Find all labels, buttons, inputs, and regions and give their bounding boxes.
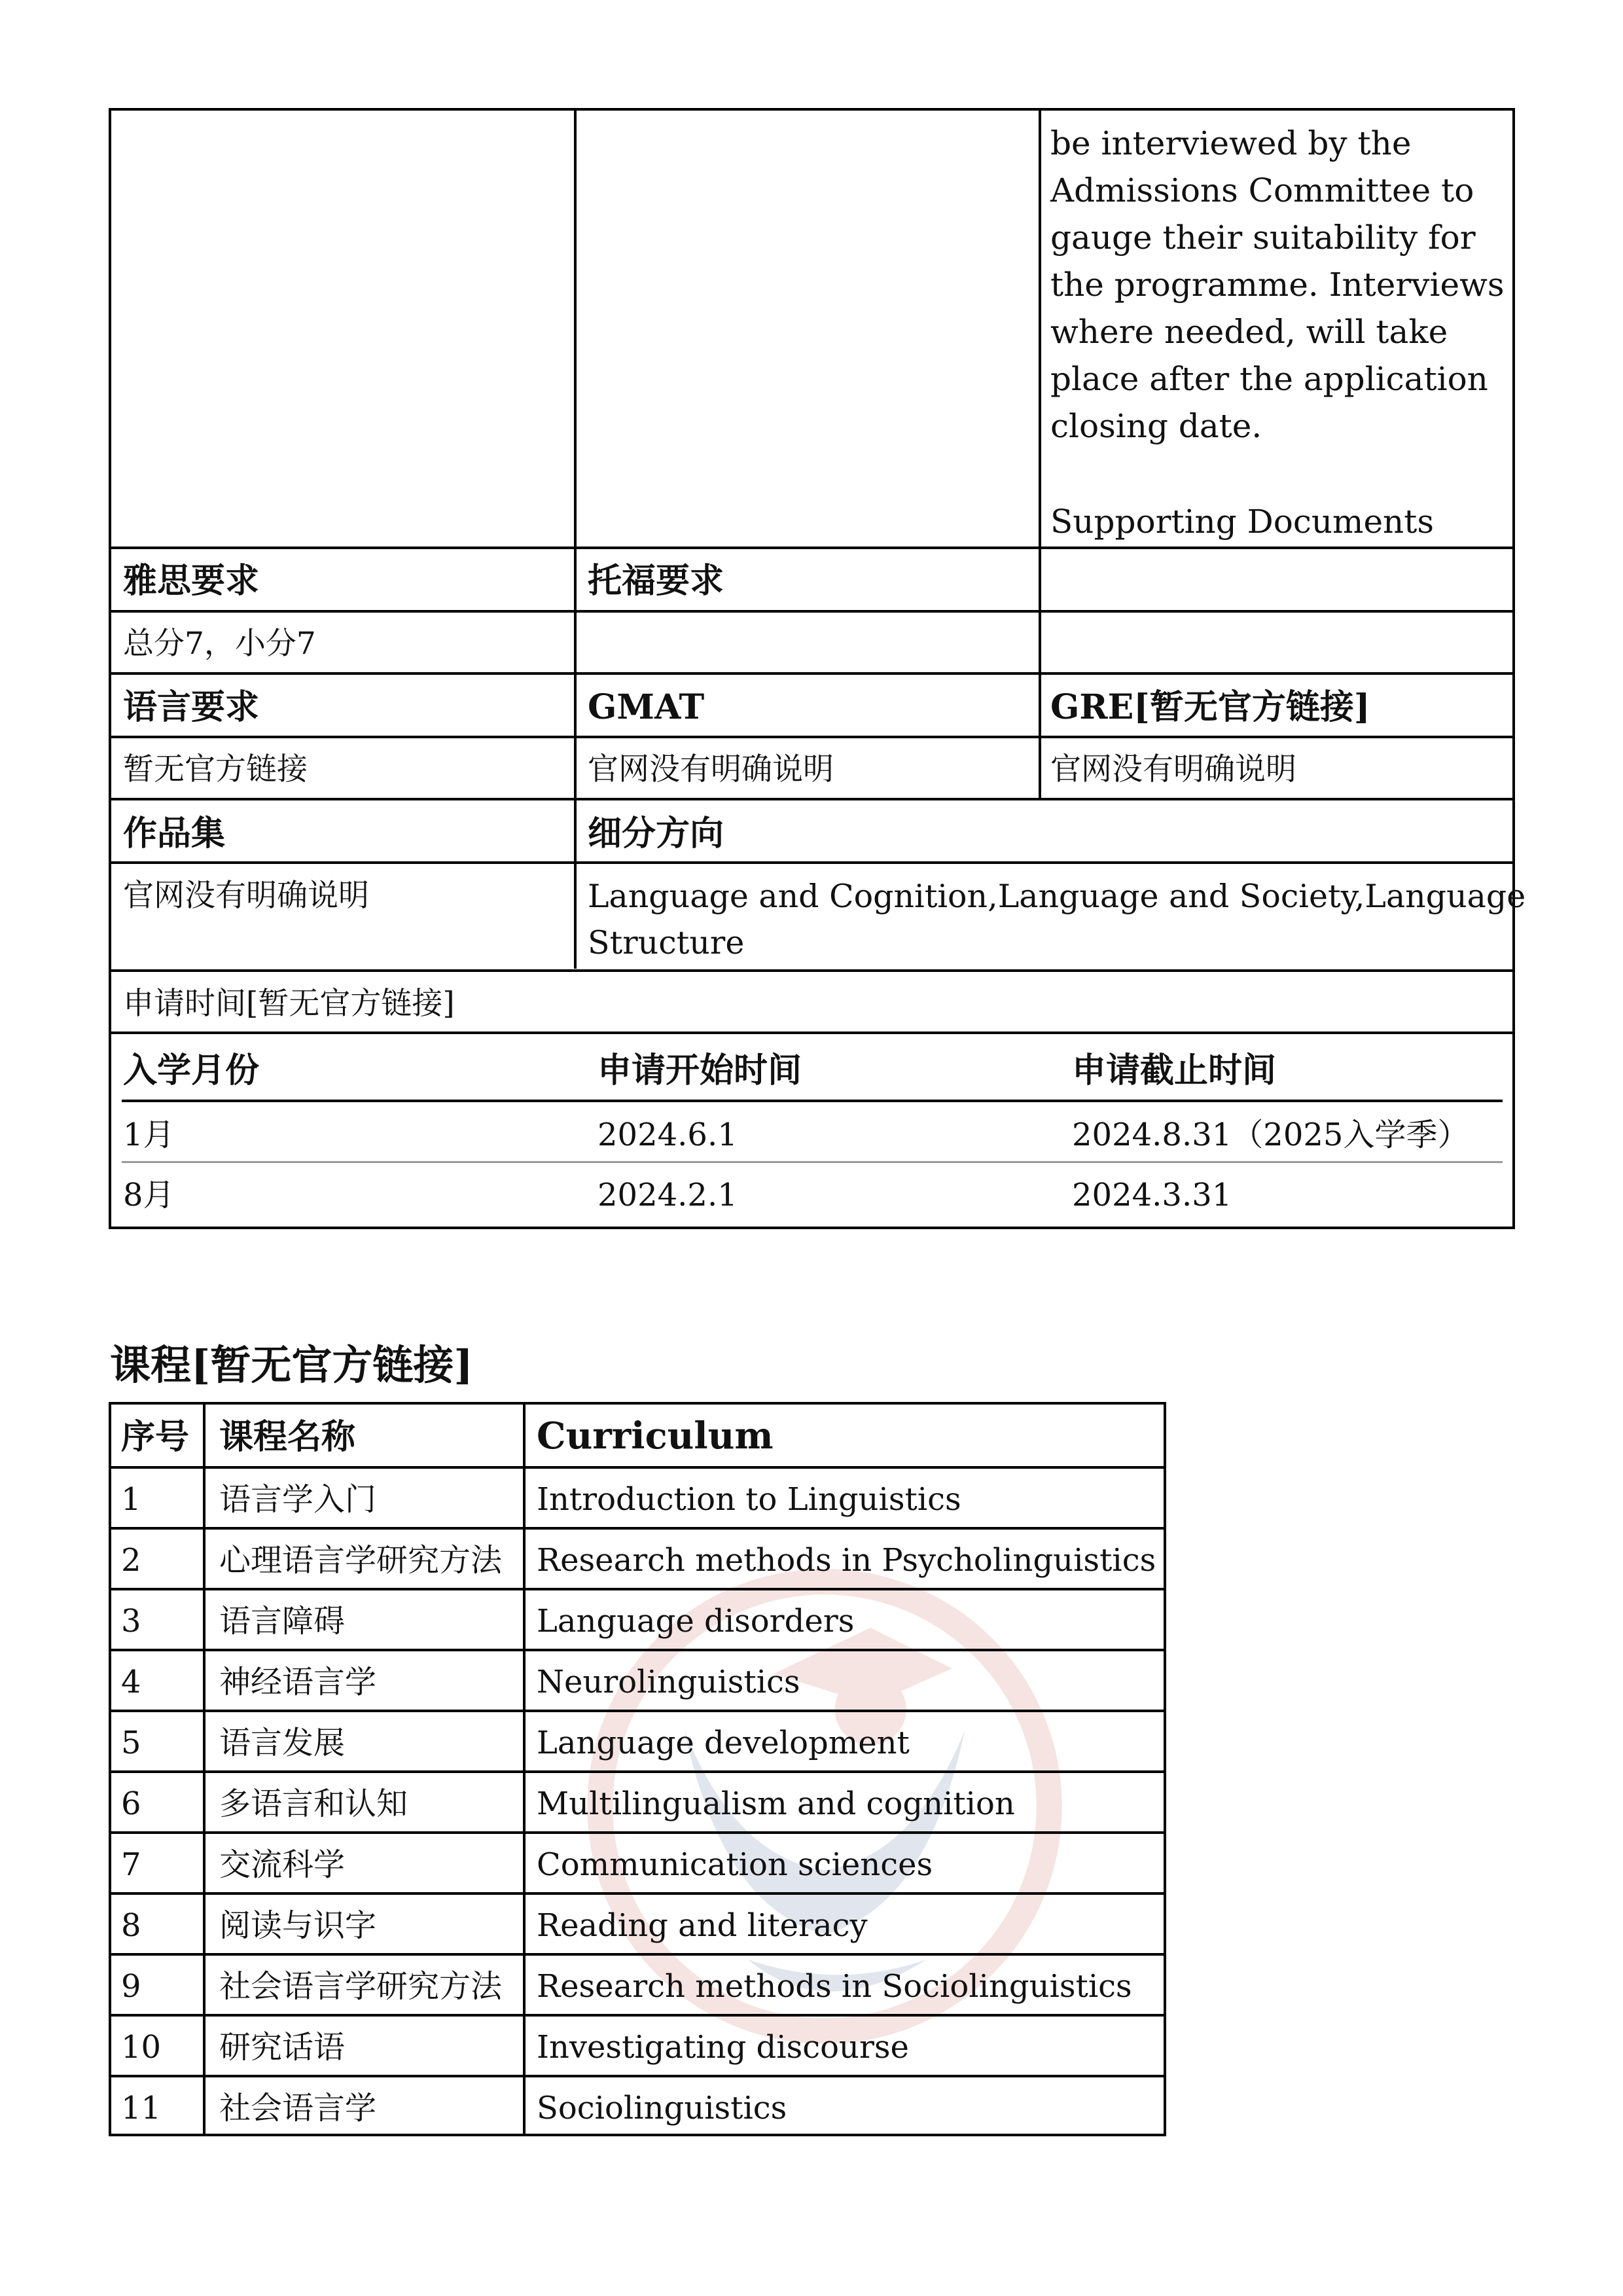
ielts-header: 雅思要求 <box>123 561 260 601</box>
row-divider <box>109 861 1515 864</box>
row-course-name-cell: 社会语言学 <box>219 2090 377 2126</box>
row-curriculum-cell: Investigating discourse <box>537 2029 909 2066</box>
col-divider <box>523 1402 526 2136</box>
intake-cell: 8月 <box>123 1177 175 1213</box>
row-curriculum-cell: Introduction to Linguistics <box>537 1481 961 1518</box>
row-divider <box>109 798 1515 800</box>
row-divider <box>109 1466 1166 1469</box>
language-header: 语言要求 <box>123 687 260 727</box>
row-course-name-cell: 社会语言学研究方法 <box>219 1968 503 2005</box>
row-curriculum-cell: Neurolinguistics <box>537 1664 800 1700</box>
intake-cell: 2024.8.31（2025入学季） <box>1072 1117 1469 1153</box>
toefl-header: 托福要求 <box>588 561 724 601</box>
row-index-cell: 11 <box>121 2090 162 2126</box>
direction-header: 细分方向 <box>588 814 724 853</box>
application-deadline-header: 申请截止时间 <box>1072 1050 1277 1090</box>
col-header-index: 序号 <box>121 1417 190 1457</box>
direction-value-line2: Structure <box>588 924 745 961</box>
row-divider <box>109 1831 1166 1834</box>
row-course-name-cell: 神经语言学 <box>219 1664 377 1700</box>
intake-cell: 2024.3.31 <box>1072 1177 1232 1213</box>
col-divider <box>1039 108 1041 798</box>
interview-paragraph: be interviewed by the Admissions Committee to gauge their suitability for the programme. Interviews where needed, will take place after the application closing date. <box>1050 124 1505 445</box>
row-course-name-cell: 语言学入门 <box>219 1481 377 1518</box>
row-index-cell: 5 <box>121 1725 141 1761</box>
intake-row-rule <box>122 1161 1503 1163</box>
row-divider <box>109 1892 1166 1895</box>
row-divider <box>109 1770 1166 1773</box>
row-index-cell: 4 <box>121 1664 141 1700</box>
intake-cell: 2024.6.1 <box>597 1117 738 1153</box>
row-index-cell: 8 <box>121 1907 141 1944</box>
row-course-name-cell: 交流科学 <box>219 1846 346 1883</box>
portfolio-value: 官网没有明确说明 <box>123 878 369 914</box>
gmat-header: GMAT <box>588 687 705 727</box>
row-divider <box>109 2075 1166 2077</box>
row-curriculum-cell: Multilingualism and cognition <box>537 1785 1015 1822</box>
row-curriculum-cell: Reading and literacy <box>537 1907 868 1944</box>
row-divider <box>109 1031 1515 1034</box>
row-course-name-cell: 研究话语 <box>219 2029 346 2066</box>
col-divider <box>574 108 577 969</box>
row-curriculum-cell: Research methods in Psycholinguistics <box>537 1542 1156 1579</box>
curriculum-title: 课程[暂无官方链接] <box>110 1341 473 1389</box>
row-index-cell: 2 <box>121 1542 141 1579</box>
row-course-name-cell: 多语言和认知 <box>219 1785 408 1822</box>
language-value: 暂无官方链接 <box>123 751 308 787</box>
row-curriculum-cell: Language development <box>537 1725 910 1761</box>
row-index-cell: 3 <box>121 1603 141 1640</box>
application-time-header: 申请时间[暂无官方链接] <box>123 986 455 1022</box>
row-curriculum-cell: Communication sciences <box>537 1846 933 1883</box>
row-divider <box>109 547 1515 549</box>
row-index-cell: 7 <box>121 1846 141 1883</box>
intake-header-rule <box>122 1100 1503 1102</box>
gmat-value: 官网没有明确说明 <box>588 751 834 787</box>
direction-value-line1: Language and Cognition,Language and Society,Language <box>588 878 1526 915</box>
row-divider <box>109 2014 1166 2017</box>
col-divider <box>203 1402 205 2136</box>
row-divider <box>109 1710 1166 1712</box>
row-curriculum-cell: Sociolinguistics <box>537 2090 787 2126</box>
row-divider <box>109 1527 1166 1530</box>
application-start-header: 申请开始时间 <box>597 1050 802 1090</box>
gre-header: GRE[暂无官方链接] <box>1050 687 1370 727</box>
row-divider <box>109 969 1515 972</box>
row-course-name-cell: 语言发展 <box>219 1725 346 1761</box>
row-divider <box>109 672 1515 675</box>
intake-cell: 2024.2.1 <box>597 1177 738 1213</box>
row-course-name-cell: 语言障碍 <box>219 1603 346 1640</box>
row-index-cell: 10 <box>121 2029 162 2066</box>
gre-value: 官网没有明确说明 <box>1050 751 1296 787</box>
intake-cell: 1月 <box>123 1117 175 1153</box>
row-curriculum-cell: Research methods in Sociolinguistics <box>537 1968 1132 2005</box>
row-index-cell: 6 <box>121 1785 141 1822</box>
row-index-cell: 9 <box>121 1968 141 2005</box>
intake-month-header: 入学月份 <box>123 1050 260 1090</box>
row-course-name-cell: 阅读与识字 <box>219 1907 377 1944</box>
row-course-name-cell: 心理语言学研究方法 <box>219 1542 503 1579</box>
row-divider <box>109 1953 1166 1956</box>
row-index-cell: 1 <box>121 1481 141 1518</box>
row-curriculum-cell: Language disorders <box>537 1603 855 1640</box>
col-header-curriculum: Curriculum <box>537 1414 774 1458</box>
row-divider <box>109 736 1515 738</box>
portfolio-header: 作品集 <box>123 814 226 853</box>
row-divider <box>109 610 1515 613</box>
ielts-value: 总分7，小分7 <box>123 626 316 662</box>
supporting-documents-label: Supporting Documents <box>1050 503 1435 541</box>
col-header-course-name: 课程名称 <box>219 1417 356 1457</box>
row-divider <box>109 1588 1166 1590</box>
row-divider <box>109 1649 1166 1651</box>
